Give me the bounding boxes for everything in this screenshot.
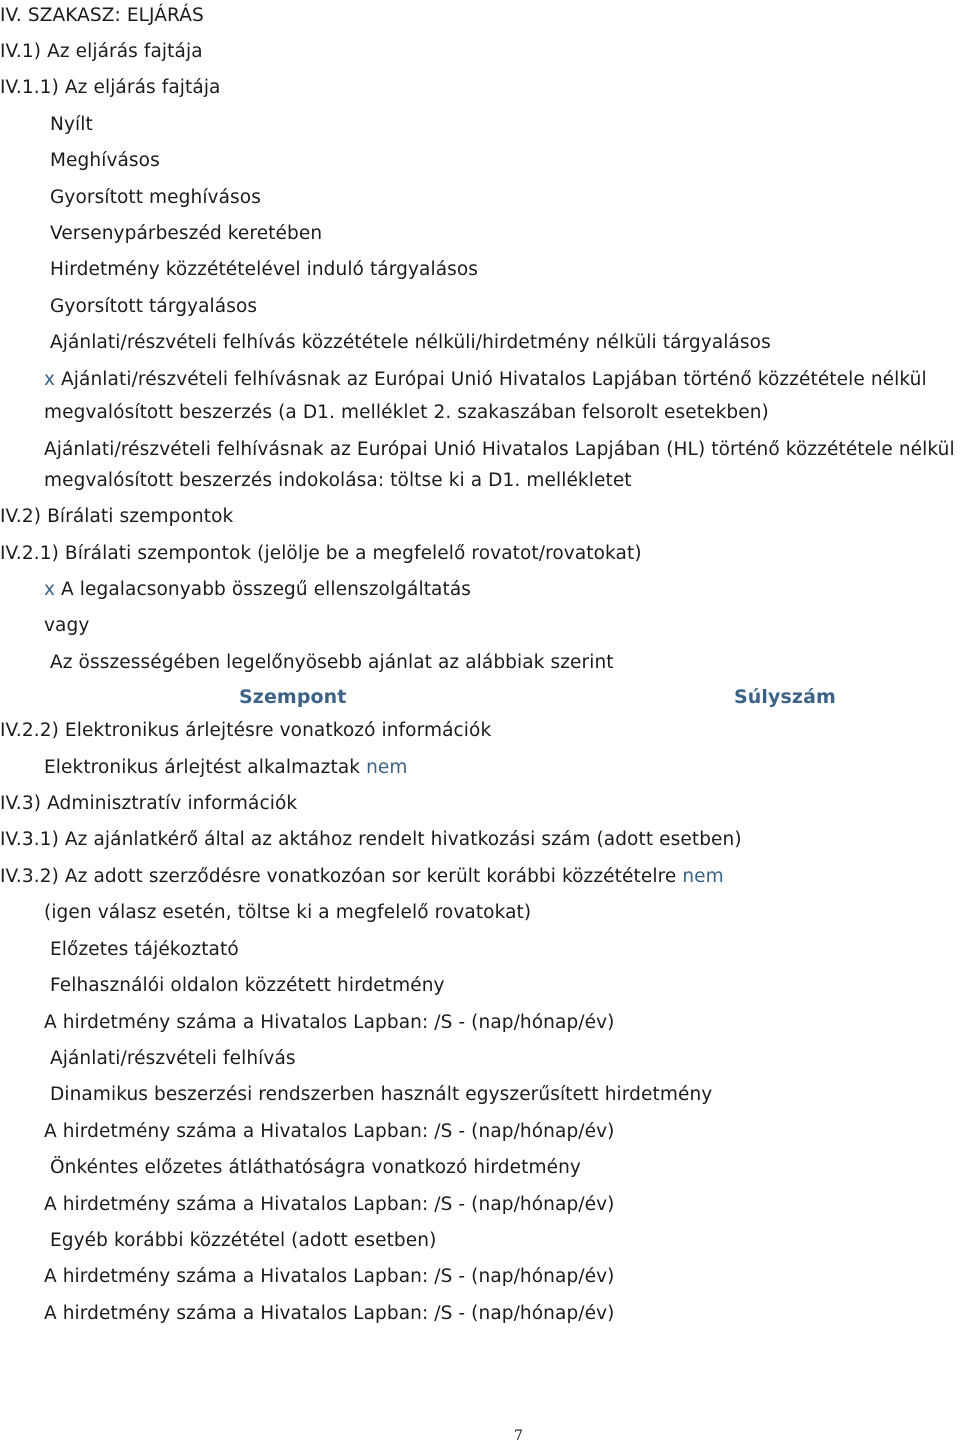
heading-iv2: IV.2) Bírálati szempontok <box>0 506 234 527</box>
heading-iv22: IV.2.2) Elektronikus árlejtésre vonatkozó információk <box>0 720 492 741</box>
notice-number-line: A hirdetmény száma a Hivatalos Lapban: /S - (nap/hónap/év) <box>44 1121 615 1142</box>
page-number: 7 <box>514 1428 523 1444</box>
heading-iv21: IV.2.1) Bírálati szempontok (jelölje be a megfelelő rovatot/rovatokat) <box>0 543 642 564</box>
procedure-option-accelerated-negotiated: Gyorsított tárgyalásos <box>50 296 258 317</box>
publication-item: Önkéntes előzetes átláthatóságra vonatkozó hirdetmény <box>50 1157 581 1178</box>
electronic-auction-value: nem <box>366 757 408 778</box>
previous-publication-value: nem <box>682 866 724 887</box>
heading-iv11: IV.1.1) Az eljárás fajtája <box>0 77 221 98</box>
criterion-lowest-price-text: A legalacsonyabb összegű ellenszolgáltatás <box>61 579 472 600</box>
previous-publication-note: (igen válasz esetén, töltse ki a megfelelő rovatokat) <box>44 902 532 923</box>
procedure-selected-text: Ajánlati/részvételi felhívásnak az Európai Unió Hivatalos Lapjában történő közzététele nélkül <box>61 369 927 390</box>
procedure-selected-line2: megvalósított beszerzés (a D1. melléklet 2. szakaszában felsorolt esetekben) <box>44 402 769 423</box>
notice-number-line: A hirdetmény száma a Hivatalos Lapban: /S - (nap/hónap/év) <box>44 1266 615 1287</box>
electronic-auction-line <box>44 756 408 780</box>
procedure-option-restricted: Meghívásos <box>50 150 160 171</box>
procedure-option-accelerated-restricted: Gyorsított meghívásos <box>50 187 261 208</box>
notice-number-line: A hirdetmény száma a Hivatalos Lapban: /S - (nap/hónap/év) <box>44 1012 615 1033</box>
heading-iv32 <box>0 865 724 889</box>
heading-iv31: IV.3.1) Az ajánlatkérő által az aktához rendelt hivatkozási szám (adott esetben) <box>0 829 742 850</box>
heading-iv3: IV.3) Adminisztratív információk <box>0 793 298 814</box>
publication-item: Dinamikus beszerzési rendszerben használt egyszerűsített hirdetmény <box>50 1084 713 1105</box>
justification-line2: megvalósított beszerzés indokolása: töltse ki a D1. mellékletet <box>44 470 632 491</box>
selected-marker: x <box>44 369 56 390</box>
publication-item: Előzetes tájékoztató <box>50 939 239 960</box>
procedure-option-competitive-dialogue: Versenypárbeszéd keretében <box>50 223 323 244</box>
justification-line1: Ajánlati/részvételi felhívásnak az Európai Unió Hivatalos Lapjában (HL) történő közzététele nélkül <box>44 439 955 460</box>
procedure-option-negotiated-with-notice: Hirdetmény közzétételével induló tárgyalásos <box>50 259 479 280</box>
column-header-weight: Súlyszám <box>734 686 836 708</box>
criterion-lowest-price <box>44 578 471 602</box>
publication-item: Ajánlati/részvételi felhívás <box>50 1048 296 1069</box>
section-title: IV. SZAKASZ: ELJÁRÁS <box>0 5 204 26</box>
selected-marker: x <box>44 579 56 600</box>
heading-iv32-text: IV.3.2) Az adott szerződésre vonatkozóan sor került korábbi közzétételre <box>0 866 677 887</box>
heading-iv1: IV.1) Az eljárás fajtája <box>0 41 203 62</box>
criterion-best-value: Az összességében legelőnyösebb ajánlat az alábbiak szerint <box>50 652 614 673</box>
electronic-auction-label: Elektronikus árlejtést alkalmaztak <box>44 757 361 778</box>
column-header-criterion: Szempont <box>239 686 347 708</box>
procedure-option-negotiated-without-notice: Ajánlati/részvételi felhívás közzététele nélküli/hirdetmény nélküli tárgyalásos <box>50 332 771 353</box>
procedure-option-open: Nyílt <box>50 114 93 135</box>
notice-number-line: A hirdetmény száma a Hivatalos Lapban: /S - (nap/hónap/év) <box>44 1303 615 1324</box>
procedure-selected-line1 <box>44 368 927 392</box>
publication-item: Felhasználói oldalon közzétett hirdetmény <box>50 975 445 996</box>
notice-number-line: A hirdetmény száma a Hivatalos Lapban: /S - (nap/hónap/év) <box>44 1194 615 1215</box>
criterion-or: vagy <box>44 615 90 636</box>
publication-item: Egyéb korábbi közzététel (adott esetben) <box>50 1230 437 1251</box>
